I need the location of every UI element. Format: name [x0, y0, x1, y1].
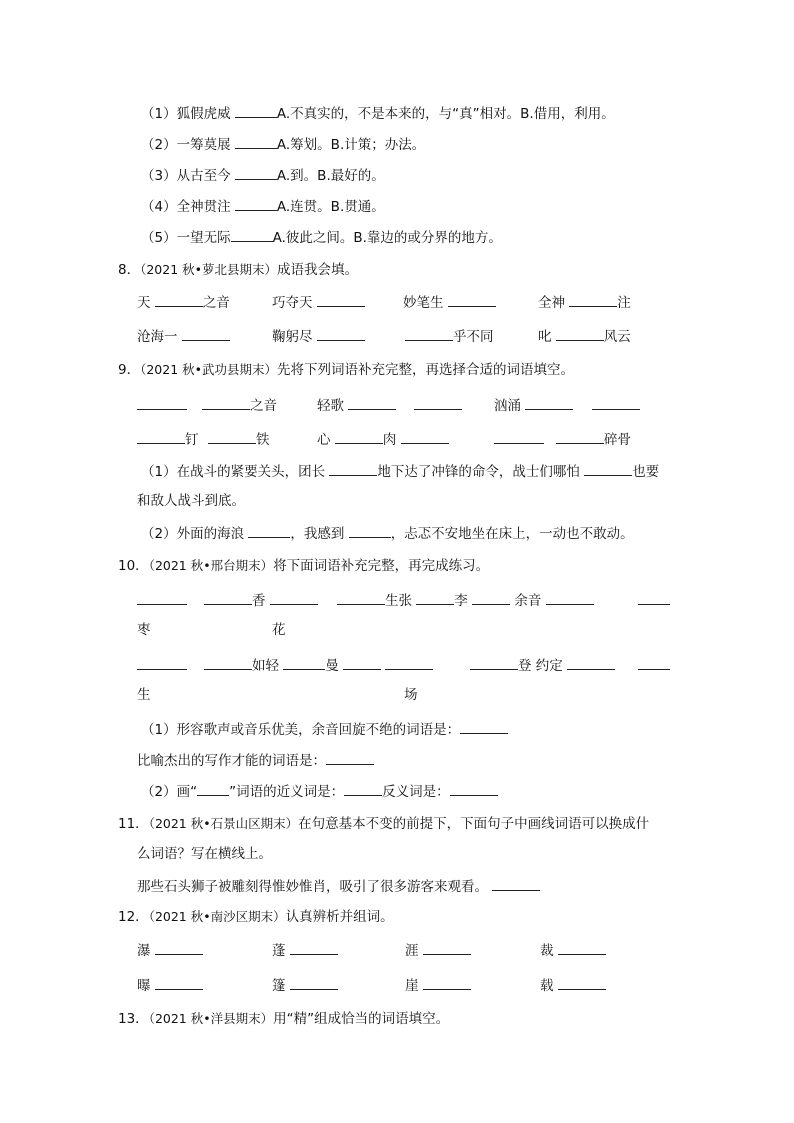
- q10-wrap: 花: [272, 622, 286, 638]
- q9-word: 轻歌: [317, 396, 396, 415]
- answer-blank[interactable]: [348, 396, 396, 410]
- q12-char: 涯: [405, 941, 471, 960]
- q12-char: 崖: [405, 976, 471, 995]
- q12-char: 篷: [272, 976, 338, 995]
- answer-blank[interactable]: [567, 656, 615, 670]
- q11-sentence: 那些石头狮子被雕刻得惟妙惟肖，吸引了很多游客来观看。: [137, 877, 540, 896]
- q9-sentence-1: （1）在战斗的紧要关头，团长 地下达了冲锋的命令，战士们哪怕 也要: [141, 464, 660, 480]
- q10-part-1: （1）形容歌声或音乐优美，余音回旋不绝的词语是：: [141, 720, 508, 739]
- answer-blank[interactable]: [248, 524, 290, 538]
- answer-blank[interactable]: [182, 327, 230, 341]
- answer-blank[interactable]: [270, 591, 318, 605]
- answer-blank[interactable]: [204, 656, 252, 670]
- answer-blank[interactable]: [546, 591, 594, 605]
- answer-blank[interactable]: [326, 751, 374, 765]
- answer-blank[interactable]: [423, 941, 471, 955]
- q10-wrap: 场: [404, 687, 418, 703]
- q10-part-1b: 比喻杰出的写作才能的词语是：: [137, 751, 374, 770]
- q10-wrap: 枣: [137, 622, 151, 638]
- q10-word: [638, 656, 670, 675]
- q10-word: [638, 591, 670, 610]
- answer-blank[interactable]: [416, 591, 454, 605]
- answer-blank[interactable]: [558, 941, 606, 955]
- answer-blank[interactable]: [290, 976, 338, 990]
- underline-mark: [197, 782, 229, 796]
- q9-word: 汹涌: [494, 396, 573, 415]
- answer-blank[interactable]: [472, 591, 510, 605]
- q9-word: 铁: [208, 430, 270, 449]
- q10-word: [137, 591, 187, 610]
- answer-blank[interactable]: [283, 656, 325, 670]
- q9-word: 心 肉: [317, 430, 449, 449]
- answer-blank[interactable]: [460, 720, 508, 734]
- answer-blank[interactable]: [423, 976, 471, 990]
- answer-blank[interactable]: [448, 293, 496, 307]
- q10-heading: 10．（2021 秋•邢台期末）将下面词语补充完整，再完成练习。: [118, 558, 490, 574]
- q7-item-2: （2）一筹莫展 A.筹划。B.计策；办法。: [141, 137, 426, 153]
- q8-idiom: 乎不同: [405, 327, 494, 346]
- answer-blank[interactable]: [569, 293, 617, 307]
- q9-word: [494, 430, 544, 449]
- answer-blank[interactable]: [155, 976, 203, 990]
- q12-char: 曝: [137, 976, 203, 995]
- answer-blank[interactable]: [337, 591, 385, 605]
- answer-blank[interactable]: [335, 430, 383, 444]
- q9-sentence-1-cont: 和敌人战斗到底。: [137, 493, 245, 509]
- q8-heading: 8．（2021 秋•萝北县期末）成语我会填。: [118, 262, 359, 278]
- q8-idiom: 巧夺天: [272, 293, 365, 312]
- q10-word: [137, 656, 187, 675]
- answer-blank[interactable]: [202, 396, 250, 410]
- answer-blank[interactable]: [231, 228, 273, 242]
- q12-char: 瀑: [137, 941, 203, 960]
- q9-word: 钉: [137, 430, 199, 449]
- answer-blank[interactable]: [638, 656, 670, 670]
- answer-blank[interactable]: [137, 591, 187, 605]
- q9-word: [137, 396, 187, 415]
- q11-heading: 11．（2021 秋•石景山区期末）在句意基本不变的前提下，下面句子中画线词语可以换成什: [118, 816, 650, 832]
- q7-item-5: （5）一望无际 A.彼此之间。B.靠边的或分界的地方。: [141, 230, 502, 246]
- q9-word: 碎骨: [556, 430, 631, 449]
- answer-blank[interactable]: [235, 166, 277, 180]
- answer-blank[interactable]: [414, 396, 462, 410]
- q8-idiom: 叱 风云: [538, 329, 631, 345]
- answer-blank[interactable]: [317, 293, 365, 307]
- answer-blank[interactable]: [343, 656, 381, 670]
- answer-blank[interactable]: [155, 941, 203, 955]
- answer-blank[interactable]: [494, 430, 544, 444]
- q12-char: 载: [540, 976, 606, 995]
- answer-blank[interactable]: [208, 430, 256, 444]
- answer-blank[interactable]: [155, 293, 203, 307]
- q12-char: 蓬: [272, 941, 338, 960]
- answer-blank[interactable]: [235, 197, 277, 211]
- answer-blank[interactable]: [556, 327, 604, 341]
- answer-blank[interactable]: [235, 104, 277, 118]
- q9-sentence-2: （2）外面的海浪 ，我感到 ，忐忑不安地坐在床上，一动也不敢动。: [141, 526, 634, 542]
- q8-idiom: 鞠躬尽: [272, 327, 365, 346]
- q8-idiom: 天 之音: [137, 295, 230, 311]
- answer-blank[interactable]: [137, 396, 187, 410]
- q7-item-3: （3）从古至今 A.到。B.最好的。: [141, 168, 385, 184]
- answer-blank[interactable]: [492, 877, 540, 891]
- answer-blank[interactable]: [385, 656, 433, 670]
- q11-heading-cont: 么词语？写在横线上。: [137, 846, 272, 862]
- answer-blank[interactable]: [525, 396, 573, 410]
- q9-word: 之音: [202, 396, 277, 415]
- answer-blank[interactable]: [401, 430, 449, 444]
- q10-wrap: 生: [137, 687, 151, 703]
- answer-blank[interactable]: [349, 524, 391, 538]
- q7-item-4: （4）全神贯注 A.连贯。B.贯通。: [141, 199, 385, 215]
- answer-blank[interactable]: [638, 591, 670, 605]
- answer-blank[interactable]: [137, 656, 187, 670]
- answer-blank[interactable]: [584, 462, 632, 476]
- q12-heading: 12．（2021 秋•南沙区期末）认真辨析并组词。: [118, 909, 394, 925]
- answer-blank[interactable]: [592, 396, 640, 410]
- answer-blank[interactable]: [329, 462, 377, 476]
- answer-blank[interactable]: [470, 656, 518, 670]
- q8-idiom: 妙笔生: [403, 293, 496, 312]
- q9-heading: 9．（2021 秋•武功县期末）先将下列词语补充完整，再选择合适的词语填空。: [118, 362, 575, 378]
- answer-blank[interactable]: [290, 941, 338, 955]
- q10-word: 香: [204, 591, 318, 610]
- q10-word: 登 约定: [470, 656, 615, 675]
- answer-blank[interactable]: [450, 782, 498, 796]
- q10-word: 如轻 曼: [204, 656, 433, 675]
- answer-blank[interactable]: [405, 327, 453, 341]
- q12-char: 裁: [540, 941, 606, 960]
- q7-item-1: （1）狐假虎威 A.不真实的，不是本来的，与“真”相对。B.借用，利用。: [141, 106, 615, 122]
- answer-blank[interactable]: [137, 430, 185, 444]
- q10-part-2: （2）画“ ”词语的近义词是： 反义词是：: [141, 782, 498, 801]
- q8-idiom: 沧海一: [137, 327, 230, 346]
- q9-word: [414, 396, 462, 415]
- answer-blank[interactable]: [558, 976, 606, 990]
- answer-blank[interactable]: [317, 327, 365, 341]
- answer-blank[interactable]: [235, 135, 277, 149]
- q8-idiom: 全神 注: [538, 295, 631, 311]
- answer-blank[interactable]: [204, 591, 252, 605]
- answer-blank[interactable]: [556, 430, 604, 444]
- q9-word: [592, 396, 640, 415]
- answer-blank[interactable]: [344, 782, 382, 796]
- q10-word: 生张 李 余音: [337, 591, 594, 610]
- q13-heading: 13．（2021 秋•洋县期末）用“精”组成恰当的词语填空。: [118, 1011, 450, 1027]
